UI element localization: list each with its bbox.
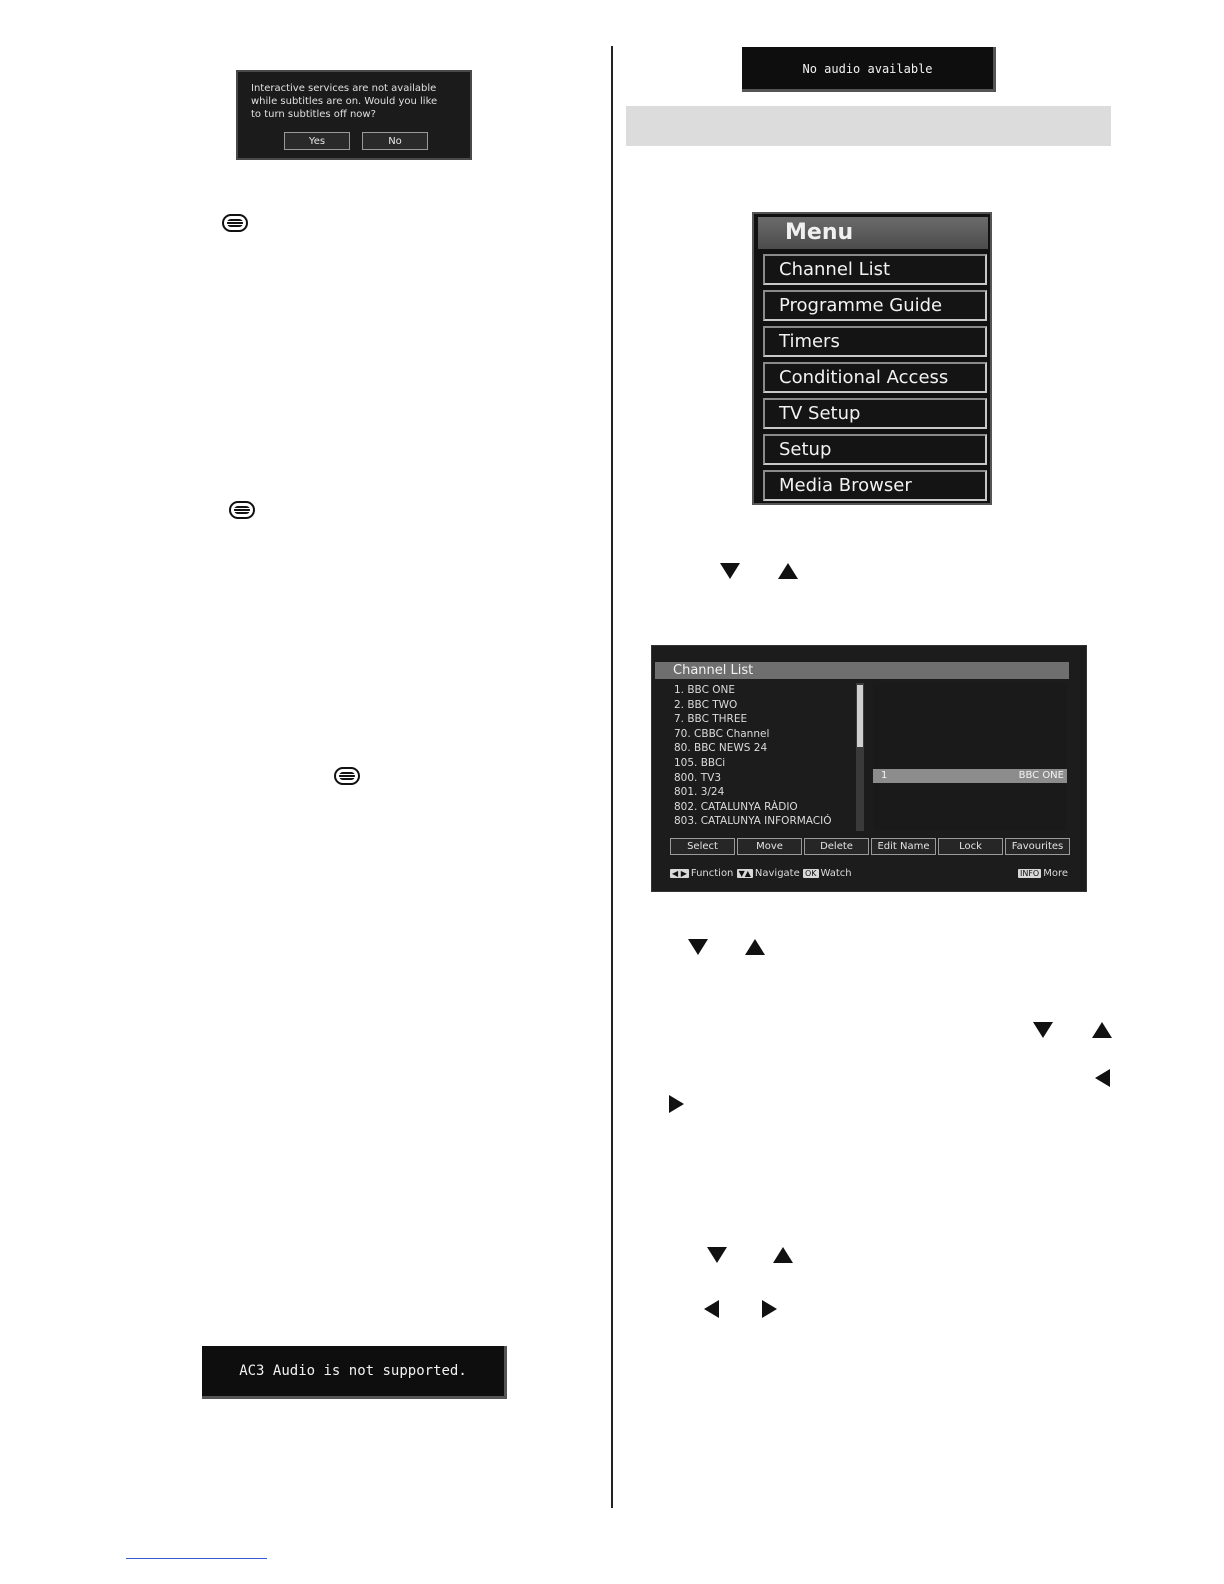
channel-row[interactable]: 7. BBC THREE (674, 713, 748, 726)
channel-list (674, 683, 832, 829)
channel-row[interactable]: 803. CATALUNYA INFORMACIÓ (674, 815, 832, 828)
teletext-icon (334, 767, 360, 785)
channel-list-title: Channel List (655, 662, 1069, 679)
channel-row[interactable]: 800. TV3 (674, 771, 721, 784)
channel-row[interactable]: 80. BBC NEWS 24 (674, 742, 768, 755)
triangle-down-icon (1033, 1022, 1053, 1038)
up-down-keys-icon: ▼▲ (738, 868, 751, 878)
channel-list-scrollbar[interactable] (856, 683, 864, 831)
ok-key-icon: OK (804, 868, 817, 878)
channel-info-panel (873, 683, 1067, 831)
favourites-button[interactable]: Favourites (1005, 838, 1070, 855)
channel-list-footer (670, 867, 1068, 881)
footer-link-underline (126, 1558, 267, 1559)
channel-row[interactable]: 2. BBC TWO (674, 698, 738, 711)
dialog-message-line: Interactive services are not available (251, 83, 437, 94)
dialog-message-line: while subtitles are on. Would you like (251, 96, 438, 107)
teletext-icon (229, 501, 255, 519)
navigate-label: Navigate (754, 868, 800, 879)
triangle-up-icon (745, 939, 765, 955)
no-button[interactable]: No (362, 132, 428, 150)
scrollbar-thumb[interactable] (857, 685, 863, 747)
menu-item-conditional-access[interactable]: Conditional Access (763, 362, 987, 393)
move-button[interactable]: Move (737, 838, 802, 855)
no-audio-notice: No audio available (742, 47, 996, 92)
teletext-icon (222, 214, 248, 232)
section-header-band (626, 106, 1111, 146)
main-menu (752, 212, 992, 505)
triangle-down-icon (707, 1247, 727, 1263)
watch-label: Watch (820, 868, 852, 879)
edit-name-button[interactable]: Edit Name (871, 838, 936, 855)
more-label: More (1043, 868, 1068, 879)
selected-channel-bar (873, 769, 1067, 783)
menu-item-setup[interactable]: Setup (763, 434, 987, 465)
menu-item-media-browser[interactable]: Media Browser (763, 470, 987, 501)
channel-row[interactable]: 105. BBCi (674, 756, 726, 769)
dialog-buttons (284, 132, 428, 150)
triangle-right-icon (762, 1300, 777, 1318)
dialog-message-line: to turn subtitles off now? (251, 109, 376, 120)
yes-button[interactable]: Yes (284, 132, 350, 150)
channel-row[interactable]: 1. BBC ONE (674, 684, 736, 696)
menu-item-programme-guide[interactable]: Programme Guide (763, 290, 987, 321)
left-right-keys-icon: ◀ ▶ (672, 868, 687, 878)
triangle-right-icon (669, 1095, 684, 1113)
ac3-audio-notice: AC3 Audio is not supported. (202, 1346, 507, 1399)
channel-row[interactable]: 801. 3/24 (674, 786, 725, 799)
channel-list-screen (651, 645, 1087, 892)
column-divider (611, 46, 613, 1508)
menu-item-tv-setup[interactable]: TV Setup (763, 398, 987, 429)
menu-item-timers[interactable]: Timers (763, 326, 987, 357)
triangle-up-icon (778, 563, 798, 579)
info-key-icon: INFO (1019, 868, 1040, 878)
selected-channel-number: 1 (881, 770, 888, 781)
delete-button[interactable]: Delete (804, 838, 869, 855)
triangle-up-icon (1092, 1022, 1112, 1038)
menu-title: Menu (758, 217, 988, 249)
channel-row[interactable]: 802. CATALUNYA RÀDIO (674, 800, 798, 813)
triangle-up-icon (773, 1247, 793, 1263)
interactive-services-dialog (236, 70, 472, 160)
triangle-left-icon (704, 1300, 719, 1318)
triangle-left-icon (1095, 1069, 1110, 1087)
triangle-down-icon (688, 939, 708, 955)
channel-row[interactable]: 70. CBBC Channel (674, 727, 770, 740)
selected-channel-name: BBC ONE (1018, 770, 1064, 781)
function-label: Function (690, 868, 734, 879)
triangle-down-icon (720, 563, 740, 579)
channel-list-actions (670, 838, 1070, 855)
lock-button[interactable]: Lock (938, 838, 1003, 855)
menu-item-channel-list[interactable]: Channel List (763, 254, 987, 285)
select-button[interactable]: Select (670, 838, 735, 855)
